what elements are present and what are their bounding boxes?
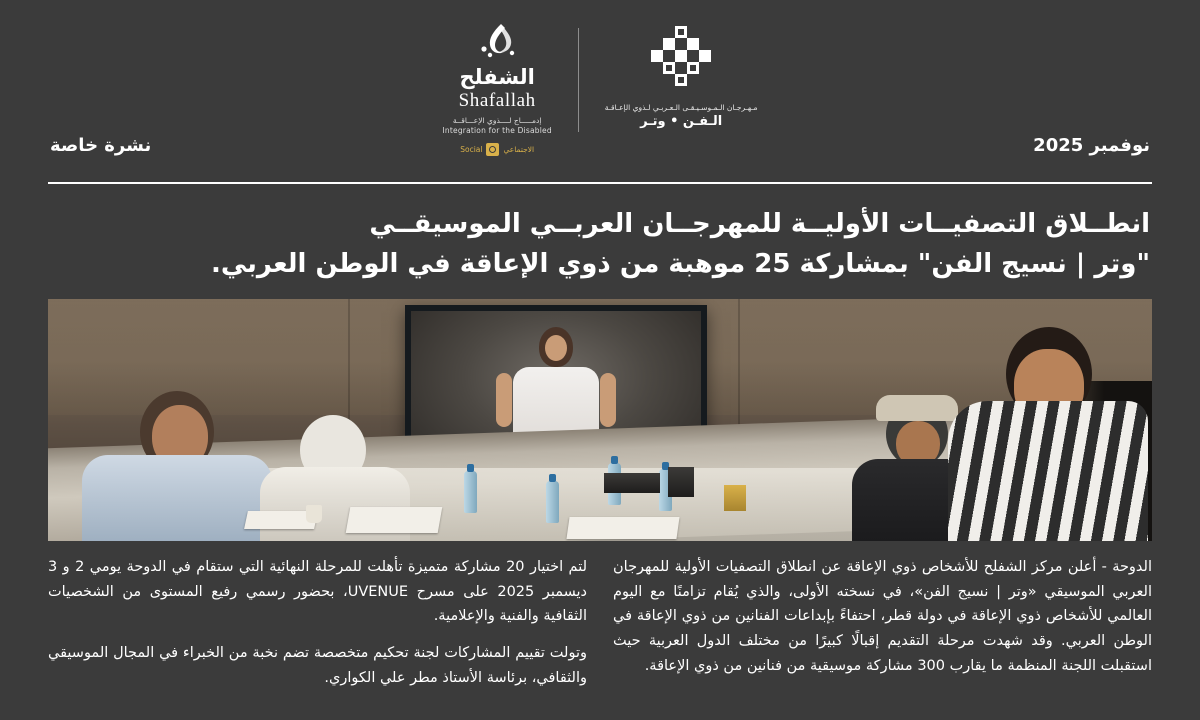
water-bottle — [464, 471, 477, 513]
header-meta-row — [50, 135, 1150, 156]
watar-logo-caption — [605, 103, 758, 131]
edition-label: نشرة خاصة — [50, 135, 152, 156]
headline-line-1: انطــلاق التصفيــات الأوليــة للمهرجــان العربــي الموسيقــي — [369, 209, 1150, 239]
article-column-left — [48, 555, 587, 692]
water-bottle — [546, 481, 559, 523]
shafallah-name-ar: الشفلح — [459, 65, 535, 89]
social-badge-label-en: Social — [460, 145, 483, 154]
photo-person-striped — [948, 327, 1148, 541]
screen-performer-face — [545, 335, 567, 361]
paragraph: لتم اختيار 20 مشاركة متميزة تأهلت للمرحلة النهائية التي ستقام في الدوحة يومي 2 و 3 ديسمبر 2025 على مسرح UVENUE، بحضور رسمي رفيع المستوى من الشخصيات الثقافية والفنية والإعلامية. — [48, 558, 587, 625]
shafallah-flame-mark-icon — [471, 22, 523, 62]
header-divider — [48, 182, 1152, 184]
watar-logo — [579, 22, 784, 131]
article-photo — [48, 299, 1152, 541]
screen-performer-arm-left — [496, 373, 512, 427]
watar-caption-small: مـهـرجـان الـمـوسـيـقـى الـعـربـي لـذوي الإعـاقـة — [604, 103, 758, 112]
shafallah-name-en: Shafallah — [458, 90, 536, 111]
page-header — [0, 0, 1200, 182]
shafallah-tagline-en: Integration for the Disabled — [442, 126, 552, 135]
article-body — [48, 555, 1152, 692]
document-paper — [566, 517, 679, 539]
photo-person-left — [82, 391, 272, 541]
headline-line-2: "وتر | نسيج الفن" بمشاركة 25 موهبة من ذوي الإعاقة في الوطن العربي. — [210, 249, 1150, 280]
coffee-cup — [306, 505, 322, 523]
small-box — [668, 467, 694, 497]
screen-performer-arm-right — [600, 373, 616, 427]
document-paper — [346, 507, 443, 533]
watar-caption-big: الـفـن • وتـر — [640, 114, 723, 130]
gold-box — [724, 485, 746, 511]
photo-wall-seam — [738, 299, 740, 444]
photo-illustration — [48, 299, 1152, 541]
person-cap — [876, 395, 958, 421]
watar-geometric-mark-icon — [645, 22, 717, 94]
paragraph: وتولت تقييم المشاركات لجنة تحكيم متخصصة تضم نخبة من الخبراء في المجال الموسيقي والثقافي، برئاسة الأستاذ مطر علي الكواري. — [48, 645, 587, 687]
person-torso — [948, 401, 1148, 541]
logo-divider — [578, 28, 579, 132]
social-badge-label-ar: الاجتماعي — [503, 145, 535, 154]
issue-date: نوفمبر 2025 — [1033, 135, 1150, 156]
paragraph: الدوحة - أعلن مركز الشفلح للأشخاص ذوي الإعاقة عن انطلاق التصفيات الأولية للمهرجان العربي الموسيقي «وتر | نسيج الفن»، في نسخته الأولى، والذي يُقام تزامنًا مع اليوم العالمي للأشخاص ذوي الإعاقة في دولة قطر، احتفاءً بإبداعات الفنانين من ذوي الإعاقة في الوطن العربي. وقد شهدت مرحلة التقديم إقبالًا كبيرًا من مختلف الدول العربية حيث استقبلت اللجنة المنظمة ما يقارب 300 مشاركة موسيقية من فنانين من ذوي الإعاقة. — [613, 558, 1152, 675]
shafallah-tagline-ar: إدمـــــاج لــــذوي الإعـــاقــة — [452, 116, 542, 125]
gift-box — [604, 473, 660, 493]
page-title — [50, 204, 1150, 285]
article-column-right — [613, 555, 1152, 692]
